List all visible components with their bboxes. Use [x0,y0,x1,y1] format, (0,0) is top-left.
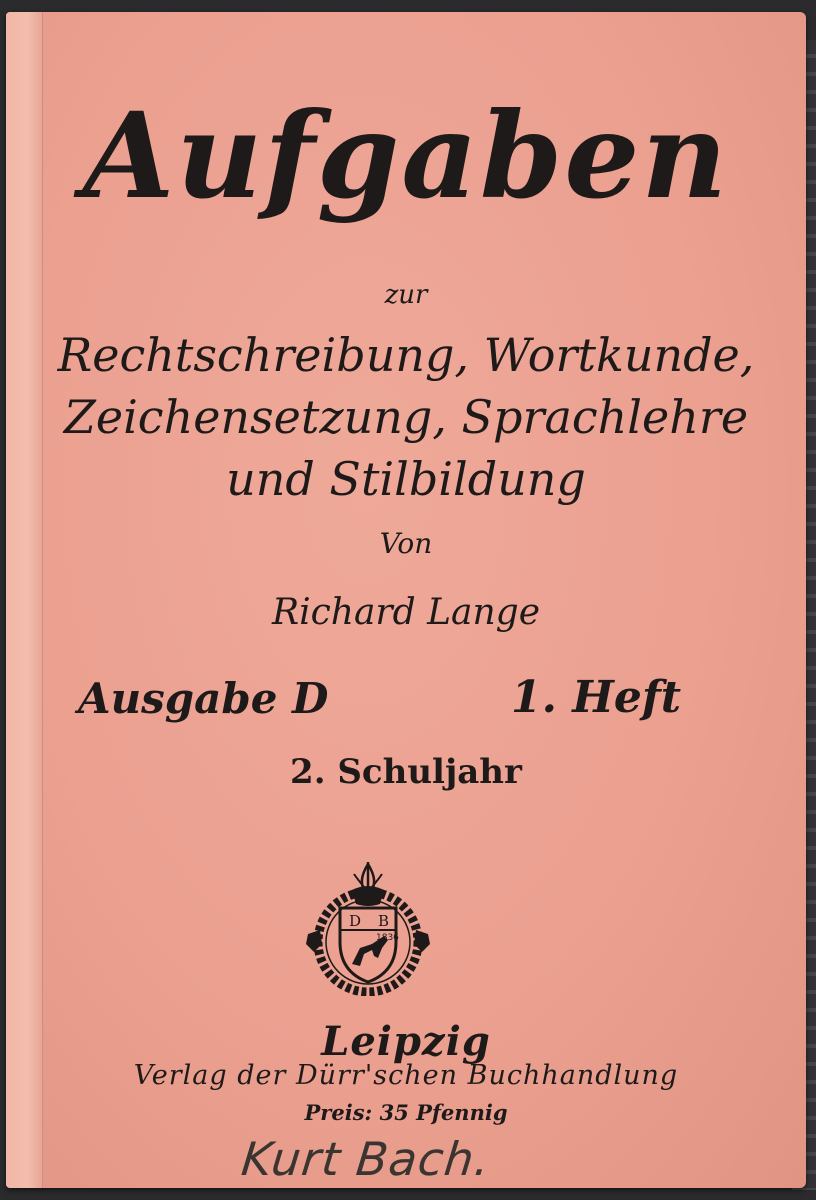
svg-text:1836: 1836 [376,933,399,943]
cover-title: Aufgaben [82,86,730,225]
issue-label: 1. Heft [511,672,682,723]
publisher-crest-icon [302,860,434,996]
subject-line-2: Zeichensetzung, Sprachlehre [63,390,749,444]
school-year-label: 2. Schuljahr [290,752,522,792]
subject-line-1: Rechtschreibung, Wortkunde, [57,328,755,382]
author-name: Richard Lange [271,592,541,633]
edition-label: Ausgabe D [78,674,329,723]
booklet-cover [6,12,806,1188]
handwritten-signature: Kurt Bach. [238,1132,494,1186]
svg-text:B: B [378,912,390,930]
publisher-name: Verlag der Dürr'schen Buchhandlung [133,1060,679,1091]
preposition-text: zur [384,280,428,310]
city-name: Leipzig [321,1018,491,1065]
by-text: Von [379,527,433,560]
subject-line-3: und Stilbildung [226,452,586,506]
price-label: Preis: 35 Pfennig [304,1100,508,1125]
svg-text:D: D [349,912,362,930]
